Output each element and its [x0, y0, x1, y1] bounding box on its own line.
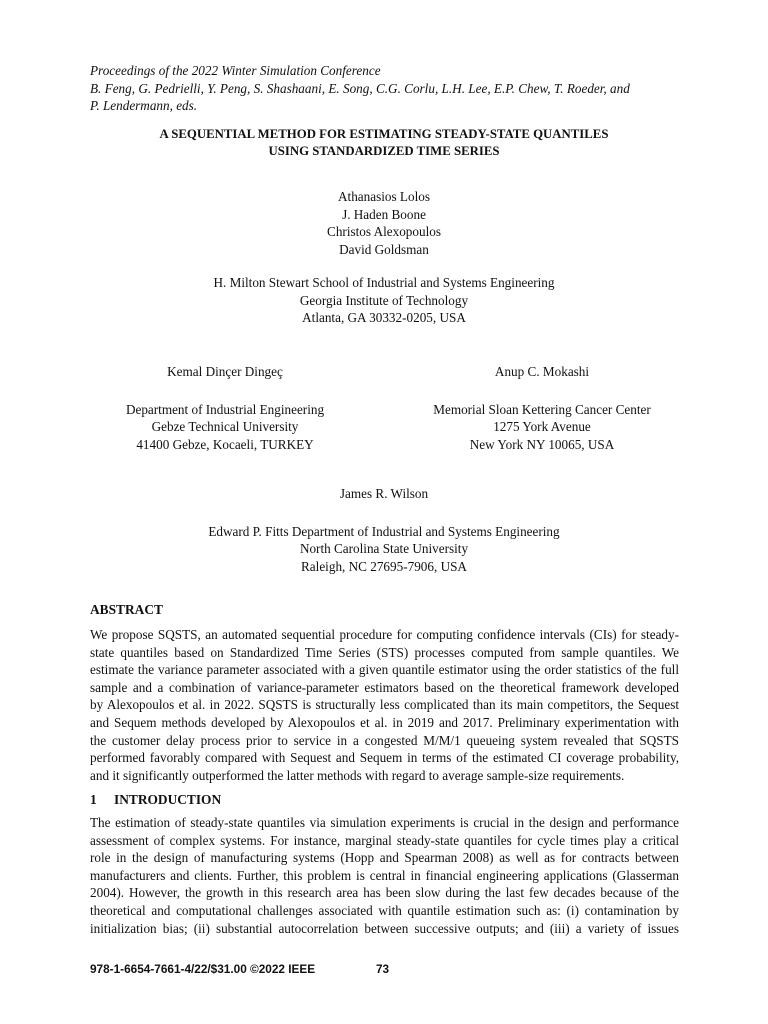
abstract-line: and Sequem methods developed by Alexopoulos et al. in 2019 and 2017. Preliminary experimentation with — [90, 714, 679, 730]
author-name: David Goldsman — [339, 241, 429, 257]
introduction-heading — [90, 791, 221, 809]
author-name: Athanasios Lolos — [338, 189, 430, 204]
introduction-body — [90, 814, 679, 937]
affiliation-line: Atlanta, GA 30332-0205, USA — [302, 310, 466, 326]
intro-line: initialization bias; (ii) substantial autocorrelation between successive outputs; and (iii) a variety of issues — [90, 920, 679, 936]
abstract-line: the customer delay process prior to service in a congested M/M/1 queueing system revealed that SQSTS — [90, 732, 679, 748]
author-name: Christos Alexopoulos — [327, 224, 441, 240]
affiliation-line: Edward P. Fitts Department of Industrial and Systems Engineering — [208, 523, 560, 539]
author-left-block — [115, 363, 335, 453]
proceedings-editors-line: P. Lendermann, eds. — [90, 98, 198, 114]
title-line: A SEQUENTIAL METHOD FOR ESTIMATING STEADY-STATE QUANTILES — [159, 127, 609, 141]
intro-line: role in the design of manufacturing systems (Hopp and Spearman 2008) as well as for contracts between — [90, 850, 679, 866]
affiliation-line: North Carolina State University — [299, 541, 469, 557]
abstract-line: and it significantly outperformed the latter methods with regard to average sample-size requirements. — [90, 767, 625, 783]
page-number: 73 — [376, 962, 390, 976]
abstract-body — [90, 626, 679, 784]
affiliation-line: 41400 Gebze, Kocaeli, TURKEY — [136, 436, 314, 452]
proceedings-line: Proceedings of the 2022 Winter Simulation Conference — [90, 63, 381, 78]
section-number: 1 — [90, 792, 97, 807]
affiliation-line: New York NY 10065, USA — [469, 436, 615, 452]
abstract-line: sample and a combination of variance-parameter estimators based on the theoretical framework developed — [90, 679, 679, 695]
abstract-line: state quantiles based on Standardized Time Series (STS) processes computed from sample quantiles. We — [90, 644, 679, 660]
intro-line: manufacturers and clients. Further, this problem is central in financial engineering applications (Glasserman — [90, 867, 679, 883]
author-name: James R. Wilson — [339, 486, 429, 501]
author-right-block — [422, 363, 662, 453]
affiliation-line: Georgia Institute of Technology — [299, 292, 469, 308]
intro-line: theoretical and computational challenges associated with quantile estimation such as: (i) contamination by — [90, 902, 679, 918]
affiliation-line: Raleigh, NC 27695-7906, USA — [301, 558, 467, 574]
proceedings-editors-line: B. Feng, G. Pedrielli, Y. Peng, S. Shashaani, E. Song, C.G. Corlu, L.H. Lee, E.P. Chew, T. Roeder, and — [90, 80, 630, 96]
copyright-footer: 978-1-6654-7661-4/22/$31.00 ©2022 IEEE — [90, 962, 316, 976]
affiliation-line: 1275 York Avenue — [493, 419, 591, 435]
intro-line: The estimation of steady-state quantiles via simulation experiments is crucial in the design and performance — [90, 815, 679, 830]
abstract-line: by Alexopoulos et al. in 2022. SQSTS is structurally less complicated than its main competitors, the Sequest — [90, 697, 679, 713]
author-name: Anup C. Mokashi — [494, 364, 590, 379]
intro-line: 2004). However, the growth in this research area has been slow during the last few decades because of the — [90, 885, 679, 901]
abstract-heading: ABSTRACT — [90, 602, 163, 617]
paper-title — [0, 126, 768, 160]
affiliation-line: H. Milton Stewart School of Industrial and Systems Engineering — [213, 275, 555, 290]
author-name: J. Haden Boone — [342, 206, 426, 222]
abstract-line: estimate the variance parameter associated with a given quantile estimator using the order statistics of the full — [90, 662, 679, 678]
abstract-line: We propose SQSTS, an automated sequential procedure for computing confidence intervals (CIs) for steady- — [90, 627, 679, 642]
author-last-block — [0, 485, 768, 575]
affiliation-line: Memorial Sloan Kettering Cancer Center — [433, 401, 651, 417]
main-authors — [0, 188, 768, 258]
main-affiliation — [0, 274, 768, 327]
title-line: USING STANDARDIZED TIME SERIES — [268, 144, 500, 159]
affiliation-line: Department of Industrial Engineering — [125, 401, 325, 417]
author-name: Kemal Dinçer Dingeç — [167, 364, 283, 379]
intro-line: assessment of complex systems. For instance, marginal steady-state quantiles for cycle times play a critical — [90, 832, 679, 848]
affiliation-line: Gebze Technical University — [151, 419, 299, 435]
abstract-line: performed favorably compared with Sequest and Sequem in terms of the estimated CI coverage probability, — [90, 750, 679, 766]
proceedings-header — [90, 62, 690, 115]
section-title: INTRODUCTION — [114, 792, 222, 807]
